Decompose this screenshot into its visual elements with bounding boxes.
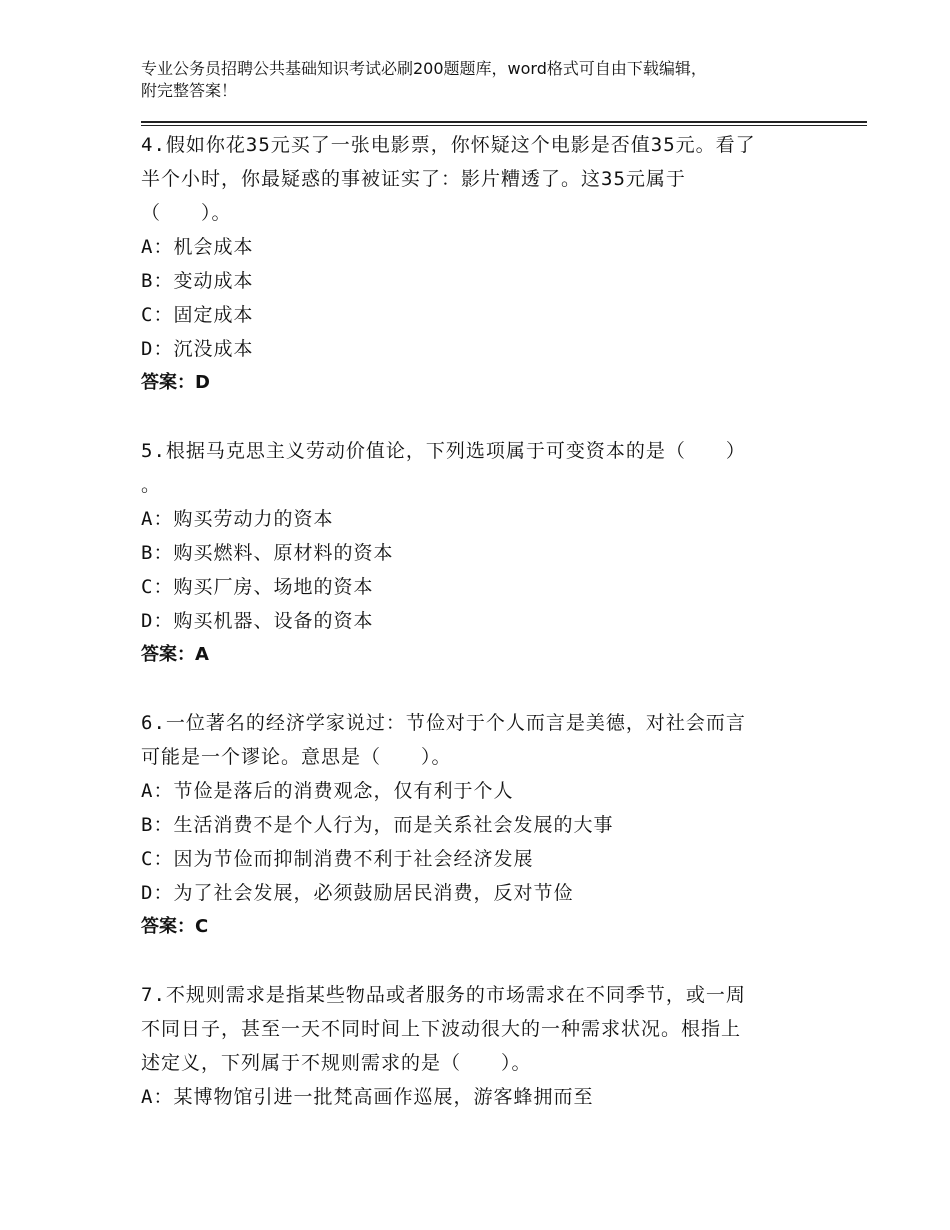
answer-line: 答案：A — [141, 644, 209, 665]
question-stem-line: 可能是一个谬论。意思是（ ）。 — [141, 746, 452, 768]
header-divider-thin — [141, 125, 867, 126]
question-stem-line: 述定义，下列属于不规则需求的是（ ）。 — [141, 1052, 532, 1074]
question-stem-line: 4.假如你花35元买了一张电影票，你怀疑这个电影是否值35元。看了 — [141, 134, 756, 156]
option-d: D：购买机器、设备的资本 — [141, 610, 374, 632]
answer-line: 答案：C — [141, 916, 209, 937]
option-b: B：变动成本 — [141, 270, 254, 292]
option-b: B：生活消费不是个人行为，而是关系社会发展的大事 — [141, 814, 614, 836]
option-a: A：机会成本 — [141, 236, 254, 258]
header-line-2: 附完整答案！ — [141, 81, 238, 100]
option-c: C：因为节俭而抑制消费不利于社会经济发展 — [141, 848, 534, 870]
header-line-1: 专业公务员招聘公共基础知识考试必刷200题题库，word格式可自由下载编辑， — [141, 59, 707, 78]
question-5 — [141, 434, 821, 672]
question-stem-line: 6.一位著名的经济学家说过：节俭对于个人而言是美德，对社会而言 — [141, 712, 746, 734]
question-stem-line: 7.不规则需求是指某些物品或者服务的市场需求在不同季节，或一周 — [141, 984, 746, 1006]
option-a: A：某博物馆引进一批梵高画作巡展，游客蜂拥而至 — [141, 1086, 594, 1108]
question-6 — [141, 706, 821, 944]
answer-line: 答案：D — [141, 372, 210, 393]
question-stem-line: 。 — [141, 474, 162, 496]
question-list — [141, 128, 821, 1114]
header-divider-thick — [141, 121, 867, 123]
question-stem-line: 5.根据马克思主义劳动价值论，下列选项属于可变资本的是（ ） — [141, 440, 746, 462]
question-7 — [141, 978, 821, 1114]
document-header — [141, 58, 821, 102]
option-d: D：沉没成本 — [141, 338, 254, 360]
question-stem-line: （ ）。 — [141, 202, 232, 224]
question-4 — [141, 128, 821, 400]
option-a: A：购买劳动力的资本 — [141, 508, 334, 530]
option-a: A：节俭是落后的消费观念，仅有利于个人 — [141, 780, 514, 802]
question-stem-line: 不同日子，甚至一天不同时间上下波动很大的一种需求状况。根指上 — [141, 1018, 742, 1040]
option-c: C：固定成本 — [141, 304, 254, 326]
option-b: B：购买燃料、原材料的资本 — [141, 542, 394, 564]
question-stem-line: 半个小时，你最疑惑的事被证实了：影片糟透了。这35元属于 — [141, 168, 686, 190]
option-c: C：购买厂房、场地的资本 — [141, 576, 374, 598]
option-d: D：为了社会发展，必须鼓励居民消费，反对节俭 — [141, 882, 574, 904]
